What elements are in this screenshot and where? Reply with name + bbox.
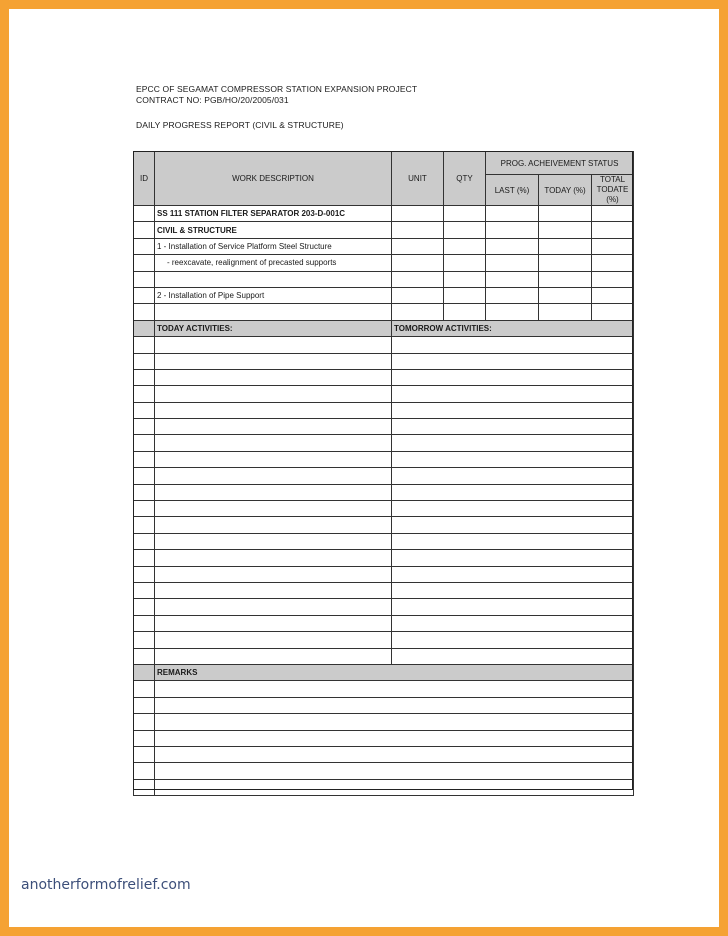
work-row [134,287,634,303]
cell-value [592,304,634,320]
cell-id [134,648,155,664]
activity-row [134,517,634,533]
cell-id [134,435,155,451]
cell-value [539,271,592,287]
col-id: ID [134,152,155,206]
cell-id [134,517,155,533]
cell-tomorrow-activity [392,533,634,549]
report-title: DAILY PROGRESS REPORT (CIVIL & STRUCTURE) [136,120,344,130]
work-row [134,255,634,271]
cell-value [444,222,486,238]
cell-work-description [155,271,392,287]
cell-work-description [155,304,392,320]
activity-row [134,435,634,451]
cell-today-activity [155,419,392,435]
cell-value [592,238,634,254]
activity-row [134,402,634,418]
cell-tomorrow-activity [392,337,634,353]
cell-value [392,222,444,238]
cell-id [134,779,155,795]
cell-today-activity [155,451,392,467]
cell-tomorrow-activity [392,566,634,582]
cell-remark [155,763,634,779]
cell-tomorrow-activity [392,402,634,418]
activity-row [134,353,634,369]
cell-tomorrow-activity [392,582,634,598]
activity-row [134,582,634,598]
project-title: EPCC OF SEGAMAT COMPRESSOR STATION EXPANSION PROJECT [136,84,418,94]
cell-tomorrow-activity [392,501,634,517]
remarks-row [134,746,634,762]
cell-value [392,255,444,271]
cell-id [134,566,155,582]
cell-id [134,484,155,500]
cell-today-activity [155,517,392,533]
cell-id [134,599,155,615]
cell-today-activity [155,550,392,566]
work-row [134,222,634,238]
col-total-todate: TOTAL TODATE (%) [592,175,634,206]
activity-row [134,484,634,500]
col-qty: QTY [444,152,486,206]
cell-id [134,501,155,517]
cell-id [134,533,155,549]
cell-value [486,206,539,222]
tomorrow-activities-label: TOMORROW ACTIVITIES: [392,320,634,336]
cell-value [486,304,539,320]
cell-id [134,402,155,418]
cell-today-activity [155,337,392,353]
cell-value [539,238,592,254]
cell-today-activity [155,386,392,402]
cell-work-description: - reexcavate, realignment of precasted supports [155,255,392,271]
activity-row [134,337,634,353]
remarks-row [134,681,634,697]
col-work-description: WORK DESCRIPTION [155,152,392,206]
cell-tomorrow-activity [392,484,634,500]
cell-value [392,287,444,303]
cell-today-activity [155,566,392,582]
cell-id [134,206,155,222]
cell-today-activity [155,648,392,664]
cell-tomorrow-activity [392,468,634,484]
activity-row [134,501,634,517]
activity-row [134,451,634,467]
cell-tomorrow-activity [392,550,634,566]
progress-table [133,151,634,796]
cell-today-activity [155,533,392,549]
cell-value [486,238,539,254]
cell-id [134,632,155,648]
cell-id [134,582,155,598]
cell-value [592,271,634,287]
cell-value [444,206,486,222]
cell-today-activity [155,501,392,517]
activity-row [134,369,634,385]
cell-value [486,222,539,238]
cell-today-activity [155,402,392,418]
remarks-label: REMARKS [155,664,634,680]
cell-today-activity [155,582,392,598]
cell-tomorrow-activity [392,435,634,451]
work-row [134,304,634,320]
cell-tomorrow-activity [392,632,634,648]
cell-id [134,664,155,680]
cell-work-description: SS 111 STATION FILTER SEPARATOR 203-D-001C [155,206,392,222]
cell-tomorrow-activity [392,648,634,664]
cell-id [134,337,155,353]
cell-id [134,746,155,762]
cell-value [392,206,444,222]
cell-value [486,271,539,287]
activity-row [134,419,634,435]
cell-value [539,304,592,320]
cell-tomorrow-activity [392,615,634,631]
cell-value [539,255,592,271]
cell-today-activity [155,632,392,648]
remarks-row [134,697,634,713]
work-row [134,206,634,222]
cell-value [444,287,486,303]
work-row [134,238,634,254]
work-row [134,271,634,287]
cell-tomorrow-activity [392,369,634,385]
cell-id [134,271,155,287]
cell-work-description: CIVIL & STRUCTURE [155,222,392,238]
cell-tomorrow-activity [392,386,634,402]
activities-header-row [134,320,634,336]
remarks-row [134,730,634,746]
cell-today-activity [155,468,392,484]
cell-value [539,287,592,303]
col-last: LAST (%) [486,175,539,206]
remarks-header-row [134,664,634,680]
cell-value [592,206,634,222]
activity-row [134,632,634,648]
cell-value [392,238,444,254]
cell-work-description: 1 - Installation of Service Platform Steel Structure [155,238,392,254]
contract-number: CONTRACT NO: PGB/HO/20/2005/031 [136,95,289,105]
cell-id [134,222,155,238]
cell-id [134,386,155,402]
cell-tomorrow-activity [392,599,634,615]
cell-id [134,714,155,730]
cell-id [134,238,155,254]
col-today: TODAY (%) [539,175,592,206]
cell-id [134,468,155,484]
cell-value [444,255,486,271]
col-unit: UNIT [392,152,444,206]
today-activities-label: TODAY ACTIVITIES: [155,320,392,336]
cell-id [134,451,155,467]
cell-id [134,287,155,303]
cell-id [134,353,155,369]
cell-value [486,287,539,303]
cell-tomorrow-activity [392,517,634,533]
activity-row [134,386,634,402]
activity-row [134,550,634,566]
cell-today-activity [155,353,392,369]
cell-remark [155,730,634,746]
cell-today-activity [155,615,392,631]
cell-remark [155,697,634,713]
cell-value [592,255,634,271]
cell-tomorrow-activity [392,419,634,435]
cell-id [134,681,155,697]
cell-id [134,697,155,713]
cell-value [444,238,486,254]
cell-id [134,255,155,271]
cell-id [134,730,155,746]
cell-value [539,222,592,238]
remarks-row [134,714,634,730]
activity-row [134,615,634,631]
cell-value [592,222,634,238]
cell-today-activity [155,435,392,451]
cell-id [134,320,155,336]
cell-value [539,206,592,222]
cell-value [444,271,486,287]
cell-work-description: 2 - Installation of Pipe Support [155,287,392,303]
col-prog-status: PROG. ACHEIVEMENT STATUS [486,152,634,175]
footer-watermark: anotherformofrelief.com [21,877,191,893]
remarks-row [134,763,634,779]
cell-remark [155,714,634,730]
activity-row [134,533,634,549]
cell-value [486,255,539,271]
cell-id [134,615,155,631]
cell-id [134,369,155,385]
cell-today-activity [155,484,392,500]
cell-value [392,304,444,320]
cell-remark [155,746,634,762]
cell-remark [155,681,634,697]
cell-tomorrow-activity [392,353,634,369]
cell-id [134,550,155,566]
cell-id [134,763,155,779]
cell-id [134,419,155,435]
activity-row [134,599,634,615]
activity-row [134,648,634,664]
cell-value [444,304,486,320]
activity-row [134,566,634,582]
cell-today-activity [155,599,392,615]
cell-today-activity [155,369,392,385]
cell-id [134,304,155,320]
remarks-row [134,779,634,795]
cell-remark [155,779,634,795]
cell-value [392,271,444,287]
cell-tomorrow-activity [392,451,634,467]
activity-row [134,468,634,484]
cell-value [592,287,634,303]
